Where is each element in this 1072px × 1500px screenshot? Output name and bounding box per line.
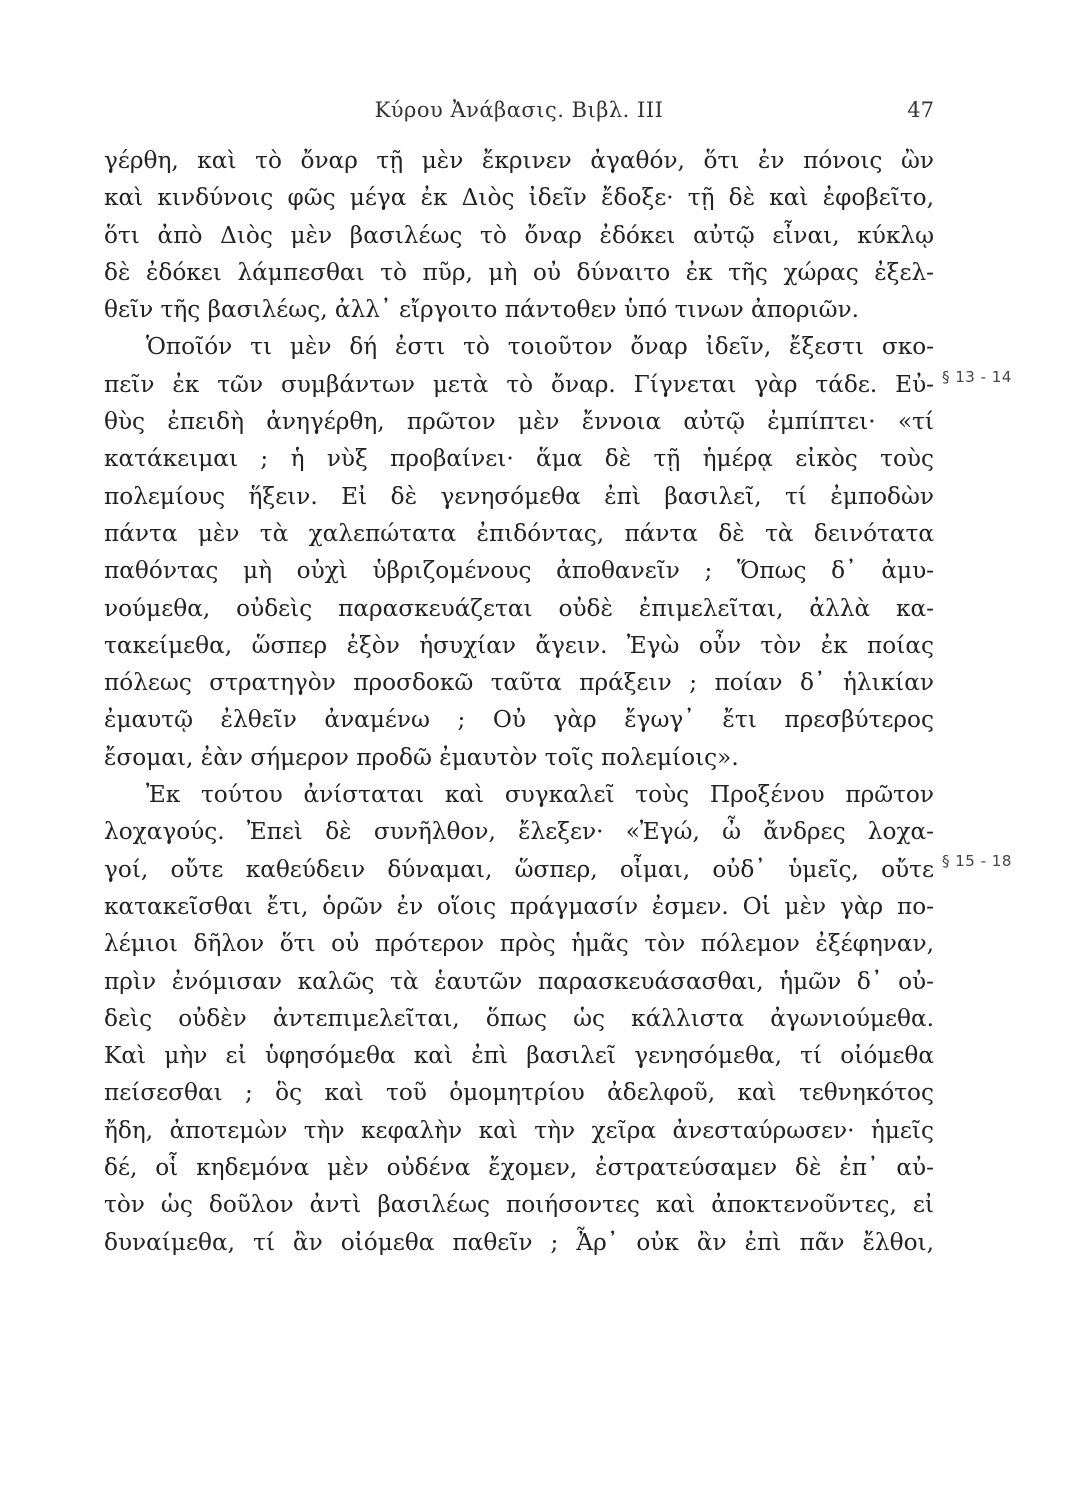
- text-line: πεῖν ἐκ τῶν συμβάντων μετὰ τὸ ὄναρ. Γίγνεται γὰρ τάδε. Εὐ-: [104, 370, 934, 398]
- text-line: κατακεῖσθαι ἔτι, ὁρῶν ἐν οἵοις πράγμασίν ἐσμεν. Οἱ μὲν γὰρ πο-: [104, 892, 934, 920]
- text-line: πάντα μὲν τὰ χαλεπώτατα ἐπιδόντας, πάντα δὲ τὰ δεινότατα: [104, 519, 934, 547]
- text-line: πόλεως στρατηγὸν προσδοκῶ ταῦτα πράξειν ; ποίαν δ᾽ ἡλικίαν: [104, 669, 934, 697]
- paragraph-start-line: Ἐκ τούτου ἀνίσταται καὶ συγκαλεῖ τοὺς Προξένου πρῶτον: [146, 781, 934, 809]
- text-line: γέρθη, καὶ τὸ ὄναρ τῇ μὲν ἔκρινεν ἀγαθόν, ὅτι ἐν πόνοις ὢν: [104, 147, 934, 174]
- text-line: παθόντας μὴ οὐχὶ ὑβριζομένους ἀποθανεῖν ; Ὅπως δ᾽ ἀμυ-: [104, 557, 934, 585]
- text-line: τακείμεθα, ὥσπερ ἐξὸν ἡσυχίαν ἄγειν. Ἐγὼ οὖν τὸν ἐκ ποίας: [104, 631, 934, 659]
- text-line: λέμιοι δῆλον ὅτι οὐ πρότερον πρὸς ἡμᾶς τὸν πόλεμον ἐξέφηναν,: [104, 930, 934, 958]
- margin-section-ref: § 13 - 14: [942, 368, 1012, 386]
- text-line: δυναίμεθα, τί ἂν οἰόμεθα παθεῖν ; Ἆρ᾽ οὐκ ἂν ἐπὶ πᾶν ἔλθοι,: [104, 1228, 934, 1256]
- text-line: πείσεσθαι ; ὃς καὶ τοῦ ὁμομητρίου ἀδελφοῦ, καὶ τεθνηκότος: [104, 1079, 934, 1107]
- text-line: κατάκειμαι ; ἡ νὺξ προβαίνει· ἅμα δὲ τῇ ἡμέρᾳ εἰκὸς τοὺς: [104, 445, 934, 473]
- text-line: πολεμίους ἥξειν. Εἰ δὲ γενησόμεθα ἐπὶ βασιλεῖ, τί ἐμποδὼν: [104, 482, 934, 510]
- text-line: λοχαγούς. Ἐπεὶ δὲ συνῆλθον, ἔλεξεν· «Ἐγώ, ὦ ἄνδρες λοχα-: [104, 818, 934, 846]
- page-number: 47: [907, 98, 934, 122]
- text-line: γοί, οὔτε καθεύδειν δύναμαι, ὥσπερ, οἶμαι, οὐδ᾽ ὑμεῖς, οὔτε: [104, 855, 934, 883]
- text-line: ἔσομαι, ἐὰν σήμερον προδῶ ἐμαυτὸν τοῖς πολεμίοις».: [104, 743, 739, 771]
- body-text: [104, 142, 934, 1261]
- running-head: [104, 98, 934, 128]
- text-line: καὶ κινδύνοις φῶς μέγα ἐκ Διὸς ἰδεῖν ἔδοξε· τῇ δὲ καὶ ἐφοβεῖτο,: [104, 184, 934, 212]
- text-line: δέ, οἷ κηδεμόνα μὲν οὐδένα ἔχομεν, ἐστρατεύσαμεν δὲ ἐπ᾽ αὐ-: [104, 1154, 934, 1182]
- margin-section-ref: § 15 - 18: [942, 852, 1012, 870]
- text-line: πρὶν ἐνόμισαν καλῶς τὰ ἑαυτῶν παρασκευάσασθαι, ἡμῶν δ᾽ οὐ-: [104, 967, 934, 995]
- text-line: ἐμαυτῷ ἐλθεῖν ἀναμένω ; Οὐ γὰρ ἔγωγ᾽ ἔτι πρεσβύτερος: [104, 706, 934, 734]
- running-head-title: Κύρου Ἀνάβασις. Βιβλ. III: [374, 98, 664, 122]
- text-line: θὺς ἐπειδὴ ἀνηγέρθη, πρῶτον μὲν ἔννοια αὐτῷ ἐμπίπτει· «τί: [104, 408, 934, 436]
- text-line: νούμεθα, οὐδεὶς παρασκευάζεται οὐδὲ ἐπιμελεῖται, ἀλλὰ κα-: [104, 594, 934, 622]
- text-line: τὸν ὡς δοῦλον ἀντὶ βασιλέως ποιήσοντες καὶ ἀποκτενοῦντες, εἰ: [104, 1191, 934, 1219]
- text-line: ὅτι ἀπὸ Διὸς μὲν βασιλέως τὸ ὄναρ ἐδόκει αὐτῷ εἶναι, κύκλῳ: [104, 221, 934, 249]
- text-line: ἤδη, ἀποτεμὼν τὴν κεφαλὴν καὶ τὴν χεῖρα ἀνεσταύρωσεν· ἡμεῖς: [104, 1116, 934, 1144]
- text-line: δεὶς οὐδὲν ἀντεπιμελεῖται, ὅπως ὡς κάλλιστα ἀγωνιούμεθα.: [104, 1004, 934, 1032]
- text-line: δὲ ἐδόκει λάμπεσθαι τὸ πῦρ, μὴ οὐ δύναιτο ἐκ τῆς χώρας ἐξελ-: [104, 258, 934, 286]
- text-line: θεῖν τῆς βασιλέως, ἀλλ᾽ εἴργοιτο πάντοθεν ὑπό τινων ἀποριῶν.: [104, 296, 859, 324]
- paragraph-start-line: Ὁποῖόν τι μὲν δή ἐστι τὸ τοιοῦτον ὄναρ ἰδεῖν, ἔξεστι σκο-: [146, 333, 934, 361]
- text-line: Καὶ μὴν εἰ ὑφησόμεθα καὶ ἐπὶ βασιλεῖ γενησόμεθα, τί οἰόμεθα: [104, 1042, 934, 1070]
